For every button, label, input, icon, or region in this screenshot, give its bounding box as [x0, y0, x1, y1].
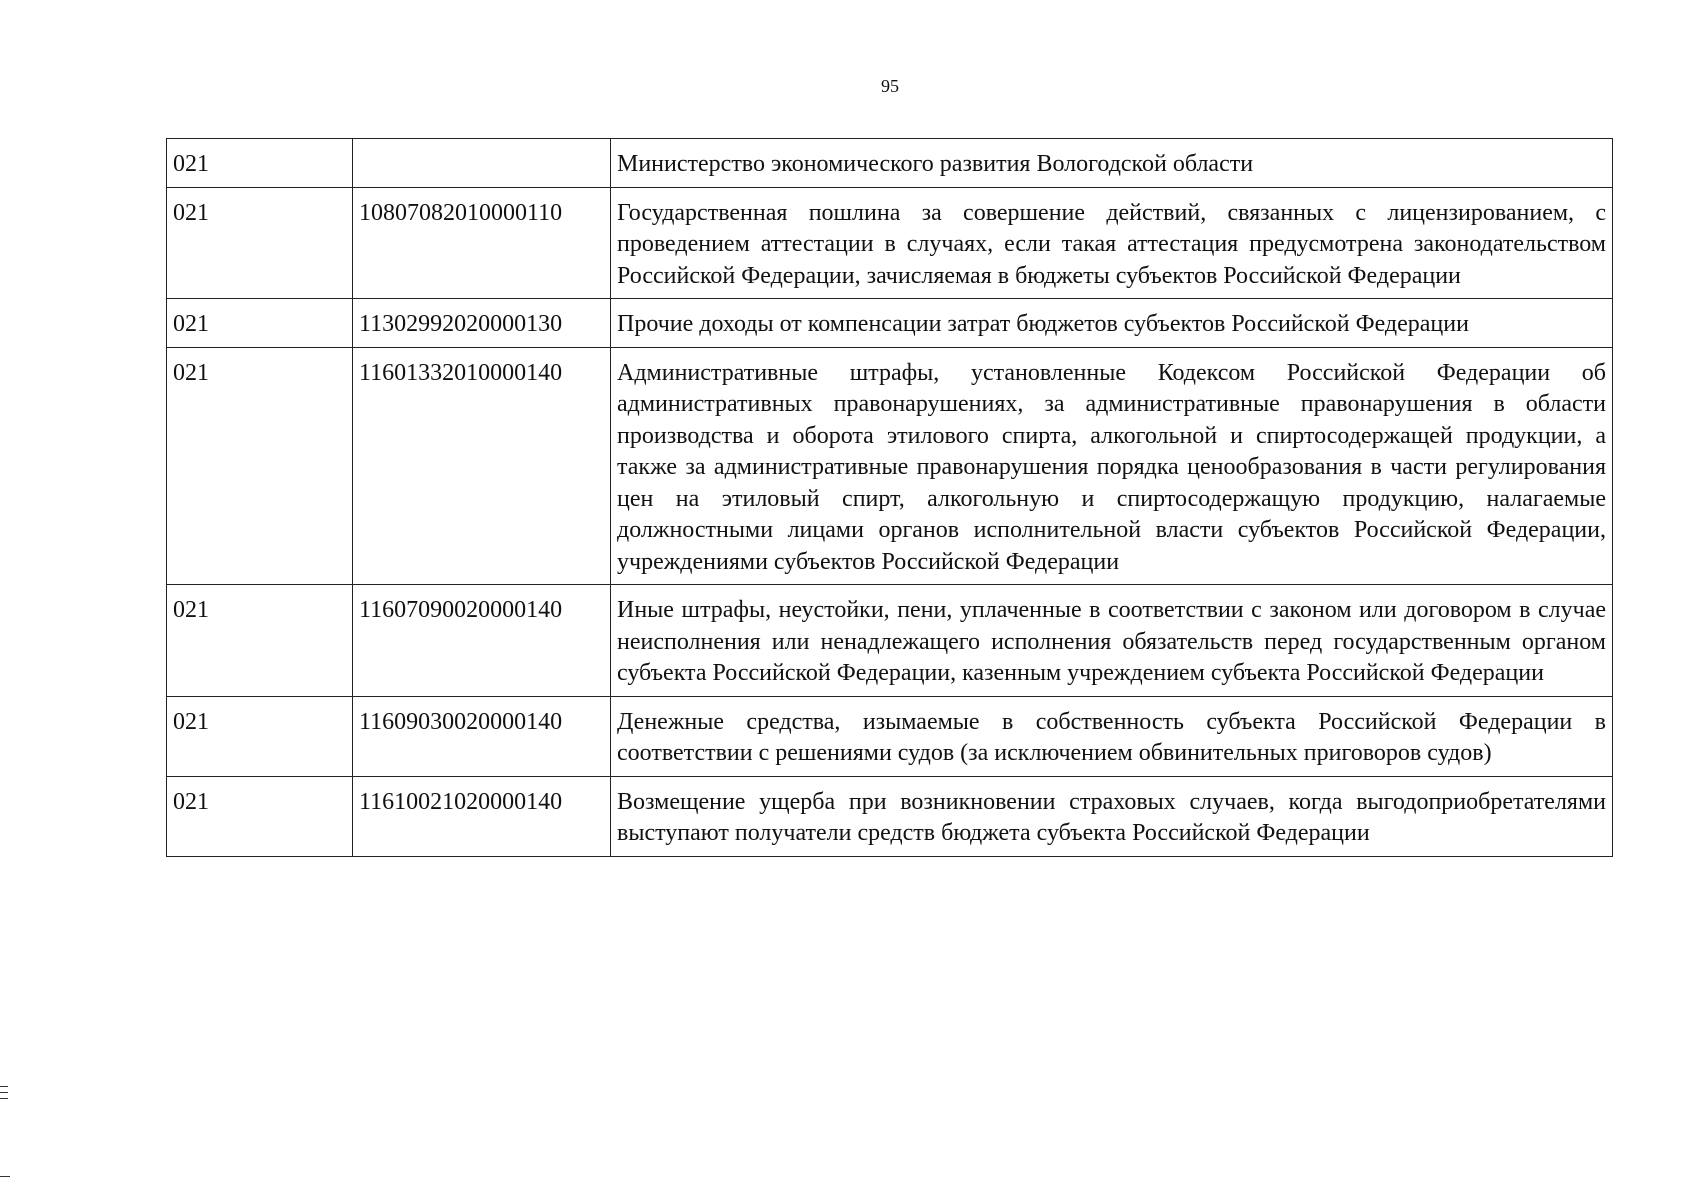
income-code-cell: 11302992020000130 [353, 299, 611, 348]
description-cell: Возмещение ущерба при возникновении страховых случаев, когда выгодоприобретателями выступают получатели средств бюджета субъекта Российской Федерации [611, 776, 1613, 856]
income-codes-table [166, 138, 1613, 857]
admin-code-cell: 021 [167, 187, 353, 299]
admin-code-cell: 021 [167, 696, 353, 776]
admin-code-cell: 021 [167, 347, 353, 585]
description-cell: Денежные средства, изымаемые в собственность субъекта Российской Федерации в соответствии с решениями судов (за исключением обвинительных приговоров судов) [611, 696, 1613, 776]
admin-code-cell: 021 [167, 776, 353, 856]
table-row [167, 139, 1613, 188]
scan-mark [0, 1086, 8, 1087]
income-code-cell: 11601332010000140 [353, 347, 611, 585]
scan-mark [0, 1092, 8, 1093]
admin-code-cell: 021 [167, 585, 353, 697]
description-cell: Иные штрафы, неустойки, пени, уплаченные в соответствии с законом или договором в случае неисполнения или ненадлежащего исполнения обязательств перед государственным органом субъекта Российской Федерации, казенным учреждением субъекта Российской Федерации [611, 585, 1613, 697]
income-code-cell [353, 139, 611, 188]
table-row [167, 696, 1613, 776]
table-row [167, 299, 1613, 348]
description-cell: Министерство экономического развития Вологодской области [611, 139, 1613, 188]
description-cell: Прочие доходы от компенсации затрат бюджетов субъектов Российской Федерации [611, 299, 1613, 348]
admin-code-cell: 021 [167, 139, 353, 188]
table-row [167, 585, 1613, 697]
income-code-cell: 10807082010000110 [353, 187, 611, 299]
description-cell: Административные штрафы, установленные Кодексом Российской Федерации об административных правонарушениях, за административные правонарушения в области производства и оборота этилового спирта, алкогольной и спиртосодержащей продукции, а также за административные правонарушения порядка ценообразования в части регулирования цен на этиловый спирт, алкогольную и спиртосодержащую продукцию, налагаемые должностными лицами органов исполнительной власти субъектов Российской Федерации, учреждениями субъектов Российской Федерации [611, 347, 1613, 585]
scan-mark [0, 1098, 8, 1099]
page-number: 95 [881, 76, 899, 96]
admin-code-cell: 021 [167, 299, 353, 348]
table-row [167, 347, 1613, 585]
income-code-cell: 11610021020000140 [353, 776, 611, 856]
scan-mark [0, 1176, 10, 1177]
income-code-cell: 11607090020000140 [353, 585, 611, 697]
table-row [167, 187, 1613, 299]
income-code-cell: 11609030020000140 [353, 696, 611, 776]
description-cell: Государственная пошлина за совершение действий, связанных с лицензированием, с проведением аттестации в случаях, если такая аттестация предусмотрена законодательством Российской Федерации, зачисляемая в бюджеты субъектов Российской Федерации [611, 187, 1613, 299]
table-row [167, 776, 1613, 856]
